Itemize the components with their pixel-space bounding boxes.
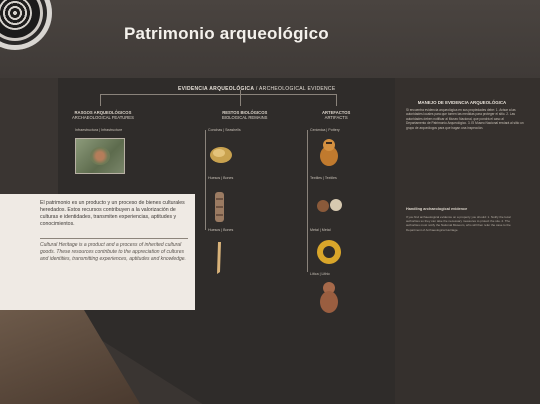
exhibit-title: Patrimonio arqueológico: [124, 24, 329, 43]
evidence-heading: [178, 86, 335, 92]
tree-drop-biologicos: [240, 90, 241, 106]
sub-metal: Metal | Metal: [310, 228, 331, 232]
handling-text: If you find archaeological evidence on a property you should: 1. Notify the local authorities so they can take the necessary measures to protect the site. 2. The authorities must notify the National Museum, who will then refer the case to the Department of Archaeological Heritage.: [406, 215, 511, 232]
gold-metal-image: [314, 238, 344, 266]
ceramic-figure-image: [316, 136, 342, 168]
heritage-description-es: El patrimonio es un producto y un proceso de bienes culturales heredados. Estos recursos contribuyen a la valorización de culturas e identidades, transmiten experiencias, aptitudes y conocimientos.: [40, 200, 185, 227]
tree-branch-line: [100, 94, 336, 95]
evidence-heading-separator: /: [254, 86, 260, 92]
category-rasgos: [72, 110, 134, 120]
category-rasgos-subtitle: ARCHAEOLOGICAL FEATURES: [72, 115, 134, 120]
sub-conchas: Conchas | Seashells: [208, 128, 241, 132]
tree-drop-artefactos: [336, 94, 337, 106]
tree-drop-rasgos: [100, 94, 101, 106]
tree-stem-biologicos: [205, 130, 206, 230]
category-artefactos-title: ARTEFACTOS: [322, 110, 351, 115]
category-artefactos: [322, 110, 350, 120]
manejo-text: Si encuentra evidencia arqueológica en sus propiedades debe: 1. Avisar a las autoridades locales para que tomen las medidas para proteger el sitio. 2. Las autoridades deben notificar al Museo Nacional, que pondrá el caso al Departamento de Patrimonio Arqueológico. 3. El Museo Nacional enviará al sitio un grupo de arqueólogos para que hagan una inspección.: [406, 108, 524, 130]
bone-tool-image: [212, 240, 226, 276]
manejo-heading: MANEJO DE EVIDENCIA ARQUEOLÓGICA: [417, 100, 507, 105]
sub-infraestructura: Infraestructura | Infrastructure: [75, 128, 123, 132]
sub-textiles: Textiles | Textiles: [310, 176, 337, 180]
sub-ceramica: Cerámica | Pottery: [310, 128, 340, 132]
category-biologicos-subtitle: BIOLOGICAL REMAINS: [222, 115, 268, 120]
lithic-figure-image: [316, 280, 342, 316]
category-artefactos-subtitle: ARTIFACTS: [324, 115, 348, 120]
sub-litica: Lítica | Lithic: [310, 272, 330, 276]
category-biologicos: [222, 110, 267, 120]
category-biologicos-title: RESTOS BIOLÓGICOS: [222, 110, 268, 115]
evidence-heading-en: ARCHEOLOGICAL EVIDENCE: [259, 86, 336, 92]
tree-stem-artefactos: [307, 130, 308, 272]
evidence-heading-es: EVIDENCIA ARQUEOLÓGICA: [178, 86, 255, 92]
sub-huesos-1: Huesos | Bones: [208, 176, 234, 180]
textile-fragment-image: [314, 196, 344, 216]
seashell-image: [208, 143, 234, 165]
heritage-description-en: Cultural Heritage is a product and a process of inherited cultural goods. These resources contribute to the appreciation of cultures and identities, transmitting experiences, aptitudes and knowledge.: [40, 242, 186, 262]
description-divider: [40, 238, 188, 239]
infrastructure-photo: [75, 138, 125, 174]
category-rasgos-title: RASGOS ARQUEOLÓGICOS: [74, 110, 132, 115]
bone-artifact-image: [210, 190, 228, 224]
handling-heading: Handling archaeological evidence: [406, 207, 468, 211]
sub-huesos-2: Huesos | Bones: [208, 228, 234, 232]
